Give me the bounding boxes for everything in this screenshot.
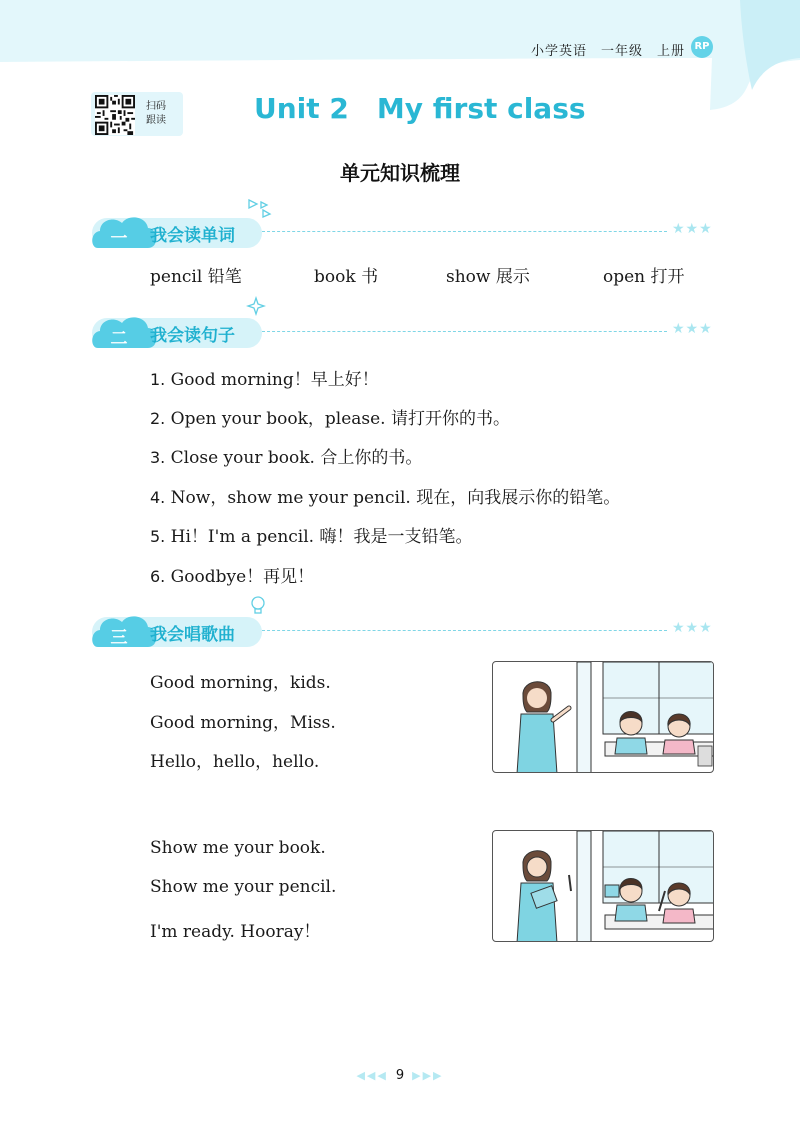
section-song-header — [92, 611, 717, 651]
song-line: Good morning，Miss. — [150, 713, 336, 733]
lightbulb-decor-icon — [250, 595, 266, 617]
classroom-greeting-illustration — [492, 661, 714, 773]
sparkle-decor-icon — [246, 296, 266, 316]
section-number: 二 — [110, 329, 128, 349]
song-line: Show me your pencil. — [150, 877, 337, 897]
sentence-item: 5. Hi！I'm a pencil. 嗨！我是一支铅笔。 — [150, 527, 473, 547]
qr-code-icon[interactable] — [95, 95, 135, 135]
vocab-item: show 展示 — [446, 267, 530, 287]
song-line: Good morning，kids. — [150, 673, 331, 693]
vocab-item: pencil 铅笔 — [150, 267, 242, 287]
stars-icon: ★★★ — [672, 221, 713, 237]
page-footer — [0, 1068, 800, 1083]
section-sentences-header — [92, 312, 717, 352]
sentence-item: 3. Close your book. 合上你的书。 — [150, 448, 423, 468]
unit-number: Unit 2 — [254, 92, 349, 125]
dashed-divider — [262, 331, 667, 332]
song-line: I'm ready. Hooray！ — [150, 922, 321, 942]
dashed-divider — [262, 630, 667, 631]
next-arrows-icon: ▶▶▶ — [412, 1069, 444, 1082]
section-number: 三 — [110, 628, 128, 648]
song-line: Hello，hello，hello. — [150, 752, 320, 772]
stars-icon: ★★★ — [672, 620, 713, 636]
qr-label: 扫码 跟读 — [146, 101, 166, 126]
vocab-item: open 打开 — [603, 267, 685, 287]
section-title: 我会读句子 — [150, 326, 235, 346]
section-title: 我会唱歌曲 — [150, 625, 235, 645]
classroom-showing-book-illustration — [492, 830, 714, 942]
sentence-item: 1. Good morning！早上好！ — [150, 370, 379, 390]
subject-label: 小学英语 — [531, 44, 588, 59]
dashed-divider — [262, 231, 667, 232]
page-number: 9 — [395, 1068, 405, 1083]
song-line: Show me your book. — [150, 838, 326, 858]
book-header — [531, 40, 699, 59]
publisher-badge: RP — [691, 36, 713, 58]
page-subtitle: 单元知识梳理 — [340, 161, 460, 185]
grade-label: 一年级 — [601, 44, 644, 59]
sentence-item: 2. Open your book，please. 请打开你的书。 — [150, 409, 510, 429]
sentence-item: 6. Goodbye！再见！ — [150, 567, 315, 587]
section-words-header — [92, 212, 717, 252]
unit-title — [254, 92, 586, 125]
unit-name: My first class — [376, 92, 586, 125]
prev-arrows-icon: ◀◀◀ — [356, 1069, 388, 1082]
stars-icon: ★★★ — [672, 321, 713, 337]
sentence-item: 4. Now，show me your pencil. 现在，向我展示你的铅笔。 — [150, 488, 621, 508]
volume-label: 上册 — [657, 44, 686, 59]
triangle-decor-icon — [247, 198, 273, 218]
vocab-item: book 书 — [314, 267, 379, 287]
section-number: 一 — [110, 229, 128, 249]
section-title: 我会读单词 — [150, 226, 235, 246]
